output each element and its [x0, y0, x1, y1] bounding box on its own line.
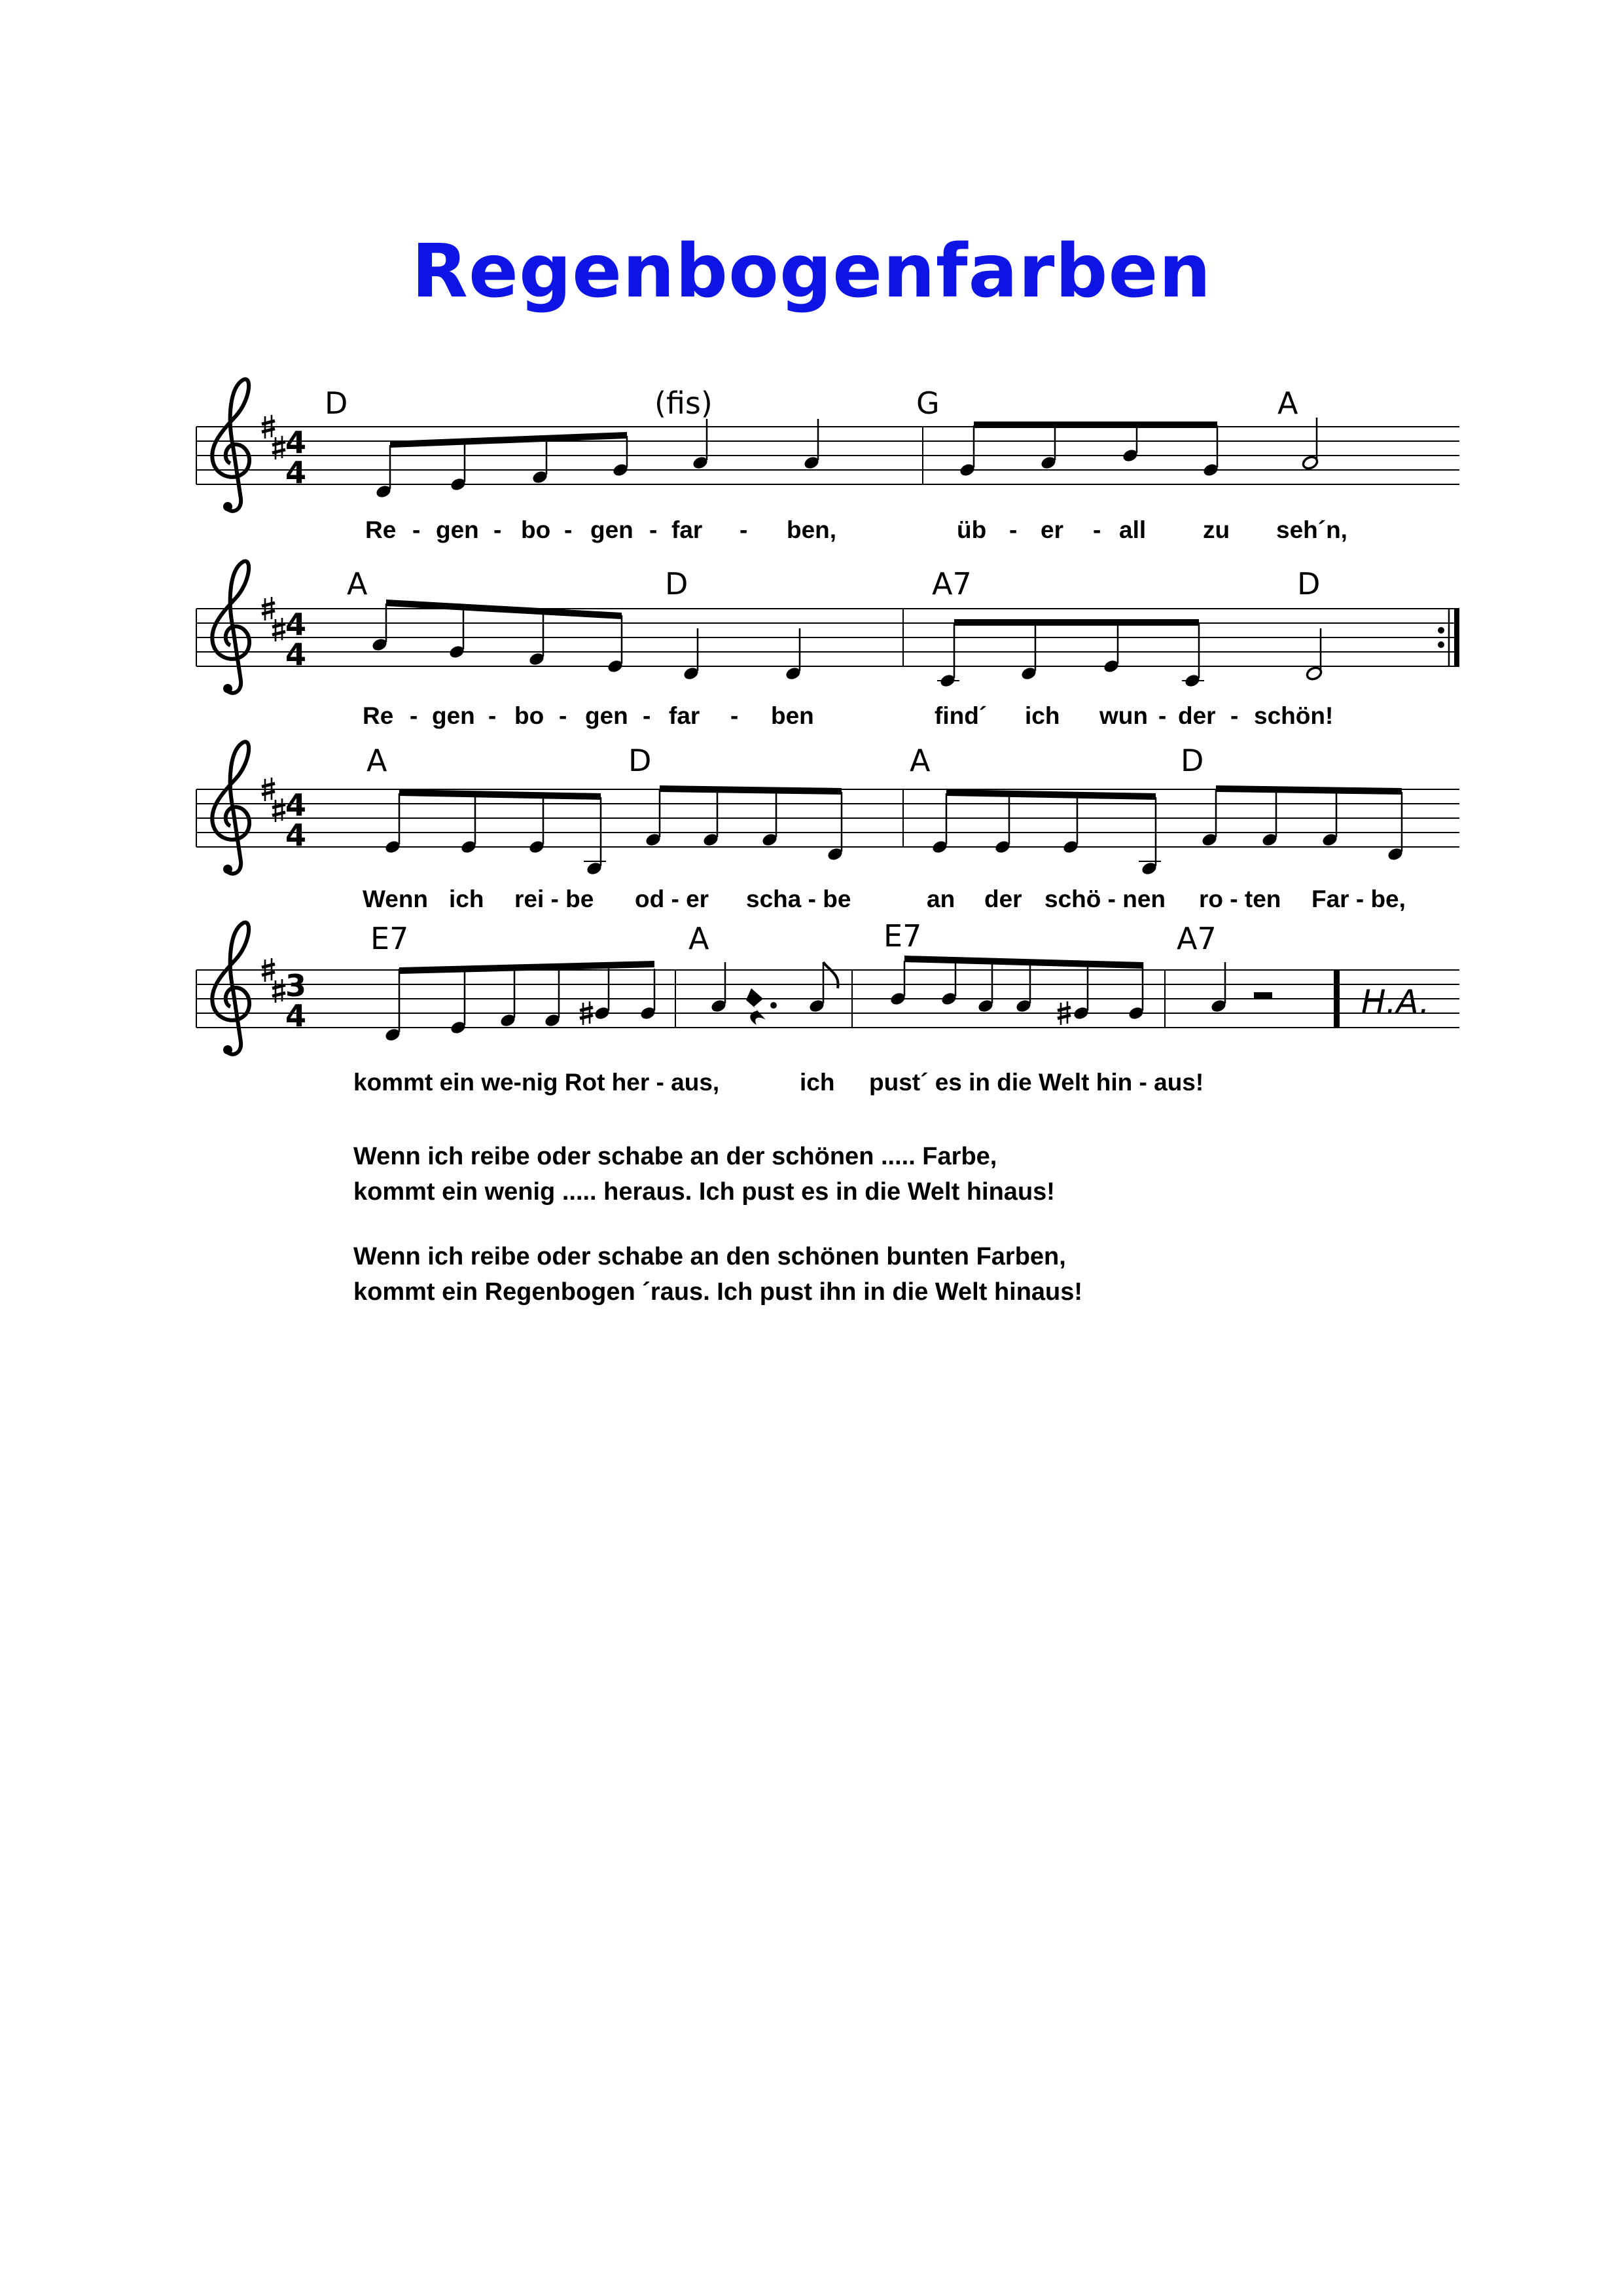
lyric-syllable: pust´ es in die Welt hin - aus! [869, 1069, 1204, 1096]
chord: A7 [1177, 921, 1217, 956]
chord: A [1277, 386, 1298, 421]
lyric-syllable: find´ [935, 702, 988, 729]
lyric-syllable: gen [590, 516, 633, 543]
lyric-syllable: - [564, 516, 573, 543]
lyric-syllable: bo [514, 702, 544, 729]
lyric-syllable: gen [436, 516, 479, 543]
measure-3 [371, 600, 802, 681]
sheet-music [0, 0, 1623, 1126]
lyric-syllable: Re [365, 516, 397, 543]
measure-6 [931, 785, 1404, 876]
verse-3 [353, 1239, 1531, 1310]
lyric-syllable: wun [1099, 702, 1148, 729]
lyric-syllable: ro - ten [1199, 886, 1281, 912]
staff-system-1 [196, 379, 1459, 511]
chords-system-1 [325, 386, 1298, 421]
chord: D [628, 743, 652, 778]
lyric-syllable: schö - nen [1044, 886, 1166, 912]
chord: E7 [883, 918, 922, 954]
chord: A [347, 566, 368, 601]
chords-system-4 [370, 918, 1217, 956]
measure-7 [384, 961, 657, 1043]
verse-2 [353, 1139, 1531, 1210]
lyric-syllable: üb [957, 516, 987, 543]
time-signature-top: 3 [285, 968, 307, 1003]
chord: (fis) [654, 386, 713, 421]
lyrics-system-3 [363, 886, 1406, 912]
lyric-syllable: zu [1203, 516, 1230, 543]
lyric-syllable: far [669, 702, 700, 729]
song-title: Regenbogenfarben [411, 229, 1212, 314]
lyric-syllable: - [740, 516, 748, 543]
chord: A [366, 743, 387, 778]
lyric-syllable: - [559, 702, 567, 729]
lyrics-system-2 [363, 702, 1333, 729]
author-signature: H.A. [1361, 983, 1430, 1021]
lyric-syllable: ich [1025, 702, 1060, 729]
lyric-syllable: - [1093, 516, 1101, 543]
lyric-syllable: - [643, 702, 651, 729]
verse-line: kommt ein Regenbogen ´raus. Ich pust ihn in die Welt hinaus! [353, 1278, 1083, 1306]
time-signature-bottom: 4 [285, 817, 307, 853]
lyric-syllable: all [1119, 516, 1147, 543]
time-signature-bottom: 4 [285, 637, 307, 672]
lyric-syllable: - [410, 702, 418, 729]
chords-system-2 [347, 566, 1320, 601]
lyric-syllable: ben, [787, 516, 837, 543]
lyric-syllable: - [1009, 516, 1018, 543]
verse-line: kommt ein wenig ..... heraus. Ich pust es in die Welt hinaus! [353, 1178, 1055, 1206]
lyric-syllable: schön! [1254, 702, 1334, 729]
lyric-syllable: der [1178, 702, 1216, 729]
chord: A7 [932, 566, 972, 601]
lyric-syllable: Wenn [363, 886, 429, 912]
chord: E7 [370, 921, 409, 956]
lyric-syllable: der [984, 886, 1022, 912]
lyric-syllable: - [730, 702, 739, 729]
lyric-syllable: gen [585, 702, 628, 729]
lyric-syllable: - [412, 516, 421, 543]
time-signature-top: 4 [285, 425, 307, 460]
lyric-syllable: gen [432, 702, 475, 729]
lyrics-system-1 [365, 516, 1347, 543]
lyric-syllable: - [649, 516, 658, 543]
lyric-syllable: an [927, 886, 955, 912]
verse-line: Wenn ich reibe oder schabe an den schönen bunten Farben, [353, 1243, 1066, 1270]
chord: A [910, 743, 931, 778]
chord: D [1181, 743, 1204, 778]
staff-system-2 [196, 561, 1459, 693]
time-signature-bottom: 4 [285, 455, 307, 490]
lyric-syllable: - [1230, 702, 1239, 729]
measure-5 [384, 785, 844, 876]
lyric-syllable: ben [771, 702, 814, 729]
measure-8 [710, 962, 838, 1025]
chord: D [665, 566, 688, 601]
measure-9 [889, 956, 1145, 1025]
lyric-syllable: bo [521, 516, 551, 543]
lyric-syllable: Far - be, [1311, 886, 1406, 912]
chords-system-3 [366, 743, 1204, 778]
time-signature-top: 4 [285, 787, 307, 823]
lyric-syllable: od - er [635, 886, 709, 912]
lyric-syllable: ich [449, 886, 484, 912]
chord: G [916, 386, 940, 421]
lyric-syllable: scha - be [746, 886, 851, 912]
lyric-syllable: er [1041, 516, 1063, 543]
lyric-syllable: seh´n, [1276, 516, 1347, 543]
verse-line: Wenn ich reibe oder schabe an der schönen ..... Farbe, [353, 1143, 997, 1170]
time-signature-top: 4 [285, 607, 307, 642]
lyric-syllable: - [488, 702, 497, 729]
measure-4 [937, 619, 1323, 689]
additional-verses [353, 1139, 1531, 1339]
lyric-syllable: ich [800, 1069, 835, 1096]
lyric-syllable: rei - be [514, 886, 594, 912]
lyric-syllable: kommt ein we-nig Rot her - aus, [353, 1069, 720, 1096]
lyrics-system-4 [353, 1069, 1204, 1096]
chord: A [688, 921, 709, 956]
lyric-syllable: - [493, 516, 502, 543]
measure-1 [375, 419, 821, 499]
lyric-syllable: Re [363, 702, 394, 729]
lyric-syllable: far [671, 516, 703, 543]
chord: D [325, 386, 348, 421]
lyric-syllable: - [1158, 702, 1167, 729]
time-signature-bottom: 4 [285, 998, 307, 1033]
chord: D [1297, 566, 1321, 601]
